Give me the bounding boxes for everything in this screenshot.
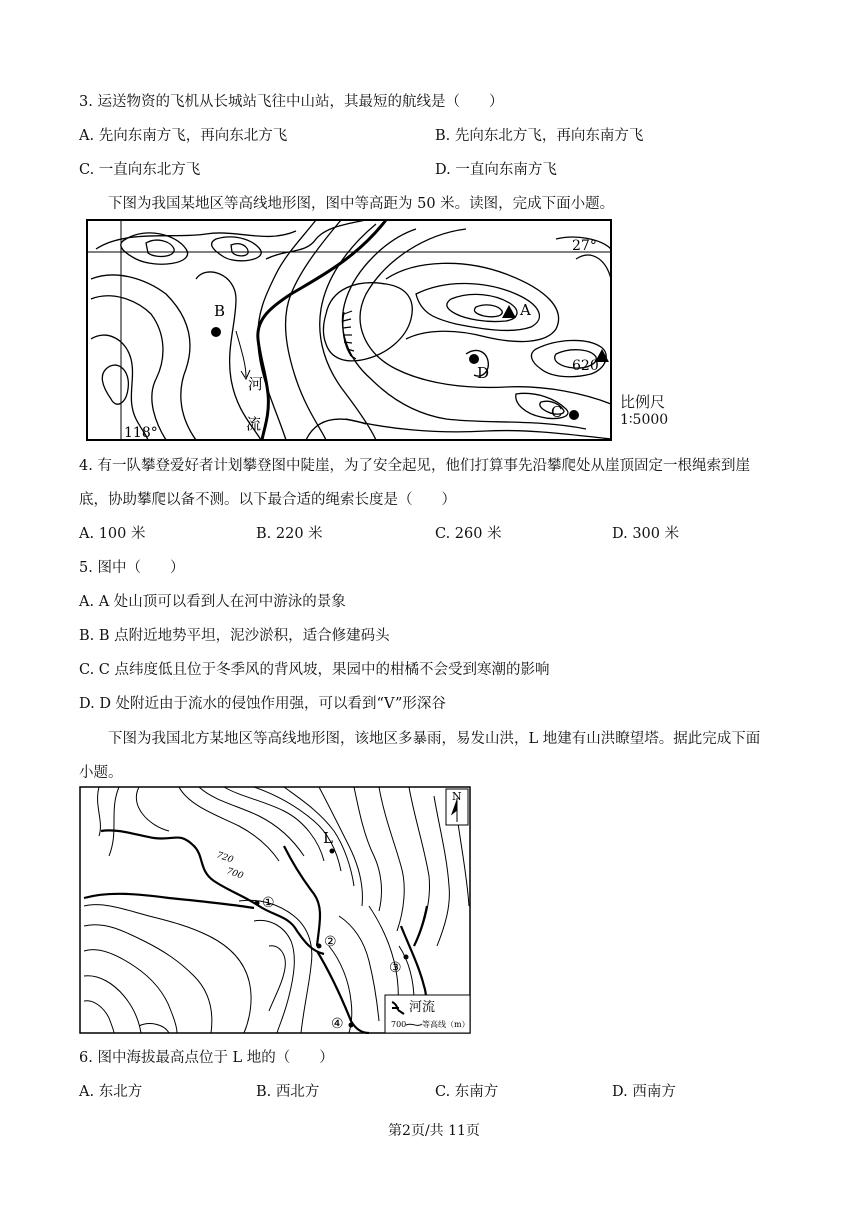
q4-option-b: B. 220 米 — [256, 526, 323, 542]
label-point-a: A — [520, 301, 531, 319]
q3-option-c: C. 一直向东北方飞 — [79, 162, 201, 178]
q6-option-b: B. 西北方 — [256, 1084, 320, 1100]
q4-option-a: A. 100 米 — [79, 526, 146, 542]
legend-river-label: 河流 — [409, 1000, 436, 1015]
site-2-marker — [317, 944, 322, 949]
point-d-marker — [469, 354, 479, 364]
q4-stem-line1: 4. 有一队攀登爱好者计划攀登图中陡崖，为了安全起见，他们打算事先沿攀爬处从崖顶固定一根绳索到崖 — [79, 458, 750, 474]
label-latitude: 27° — [572, 238, 597, 254]
label-site-4: ④ — [331, 1016, 344, 1032]
q5-stem: 5. 图中（ ） — [79, 560, 185, 576]
q3-stem: 3. 运送物资的飞机从长城站飞往中山站，其最短的航线是（ ） — [79, 94, 504, 110]
label-point-d: D — [477, 364, 490, 382]
label-peak-620: 620 — [572, 358, 599, 374]
q6-option-a: A. 东北方 — [79, 1084, 143, 1100]
point-l-marker — [330, 849, 335, 854]
q5-option-c: C. C 点纬度低且位于冬季风的背风坡，果园中的柑橘不会受到寒潮的影响 — [79, 662, 550, 678]
intro-1: 下图为我国某地区等高线地形图，图中等高距为 50 米。读图，完成下面小题。 — [108, 196, 615, 212]
q4-option-c: C. 260 米 — [435, 526, 502, 542]
page-footer: 第2页/共 11页 — [388, 1123, 480, 1139]
label-contour-720: 720 — [214, 850, 235, 866]
contour-map-1 — [86, 219, 612, 441]
q6-option-d: D. 西南方 — [612, 1084, 676, 1100]
map1-frame — [87, 220, 611, 440]
label-site-1: ① — [262, 895, 275, 911]
q6-option-c: C. 东南方 — [435, 1084, 499, 1100]
label-point-b: B — [214, 302, 226, 320]
legend-contour-label: 等高线（m） — [422, 1020, 470, 1029]
point-b-marker — [211, 327, 221, 337]
label-point-l: L — [323, 829, 333, 847]
q5-option-a: A. A 处山顶可以看到人在河中游泳的景象 — [79, 594, 346, 610]
label-river-1: 河 — [248, 375, 264, 393]
scale-value: 1∶5000 — [620, 412, 669, 428]
scale-title: 比例尺 — [620, 393, 666, 411]
label-contour-700: 700 — [224, 866, 245, 882]
q5-option-d: D. D 处附近由于流水的侵蚀作用强，可以看到“V”形深谷 — [79, 696, 446, 712]
label-site-2: ② — [324, 934, 337, 950]
intro-2-line1: 下图为我国北方某地区等高线地形图，该地区多暴雨，易发山洪，L 地建有山洪瞭望塔。据此完成下面 — [108, 731, 761, 747]
site-4-marker — [349, 1023, 354, 1028]
label-north: N — [452, 790, 462, 803]
q3-option-a: A. 先向东南方飞，再向东北方飞 — [79, 128, 288, 144]
q5-option-b: B. B 点附近地势平坦，泥沙淤积，适合修建码头 — [79, 628, 390, 644]
q3-option-b: B. 先向东北方飞，再向东南方飞 — [435, 128, 644, 144]
site-1-marker — [255, 901, 260, 906]
label-longitude: 118° — [124, 425, 158, 441]
q3-option-d: D. 一直向东南方飞 — [435, 162, 557, 178]
q4-stem-line2: 底，协助攀爬以备不测。以下最合适的绳索长度是（ ） — [79, 492, 456, 508]
contour-map-2 — [79, 786, 471, 1034]
q6-stem: 6. 图中海拔最高点位于 L 地的（ ） — [79, 1050, 334, 1066]
label-site-3: ③ — [389, 960, 402, 976]
intro-2-line2: 小题。 — [79, 765, 123, 781]
site-3-marker — [404, 955, 409, 960]
legend-contour-value: 700 — [391, 1020, 407, 1029]
q4-option-d: D. 300 米 — [612, 526, 680, 542]
label-point-c: C — [551, 403, 563, 421]
label-river-2: 流 — [246, 415, 262, 433]
point-c-marker — [569, 410, 579, 420]
